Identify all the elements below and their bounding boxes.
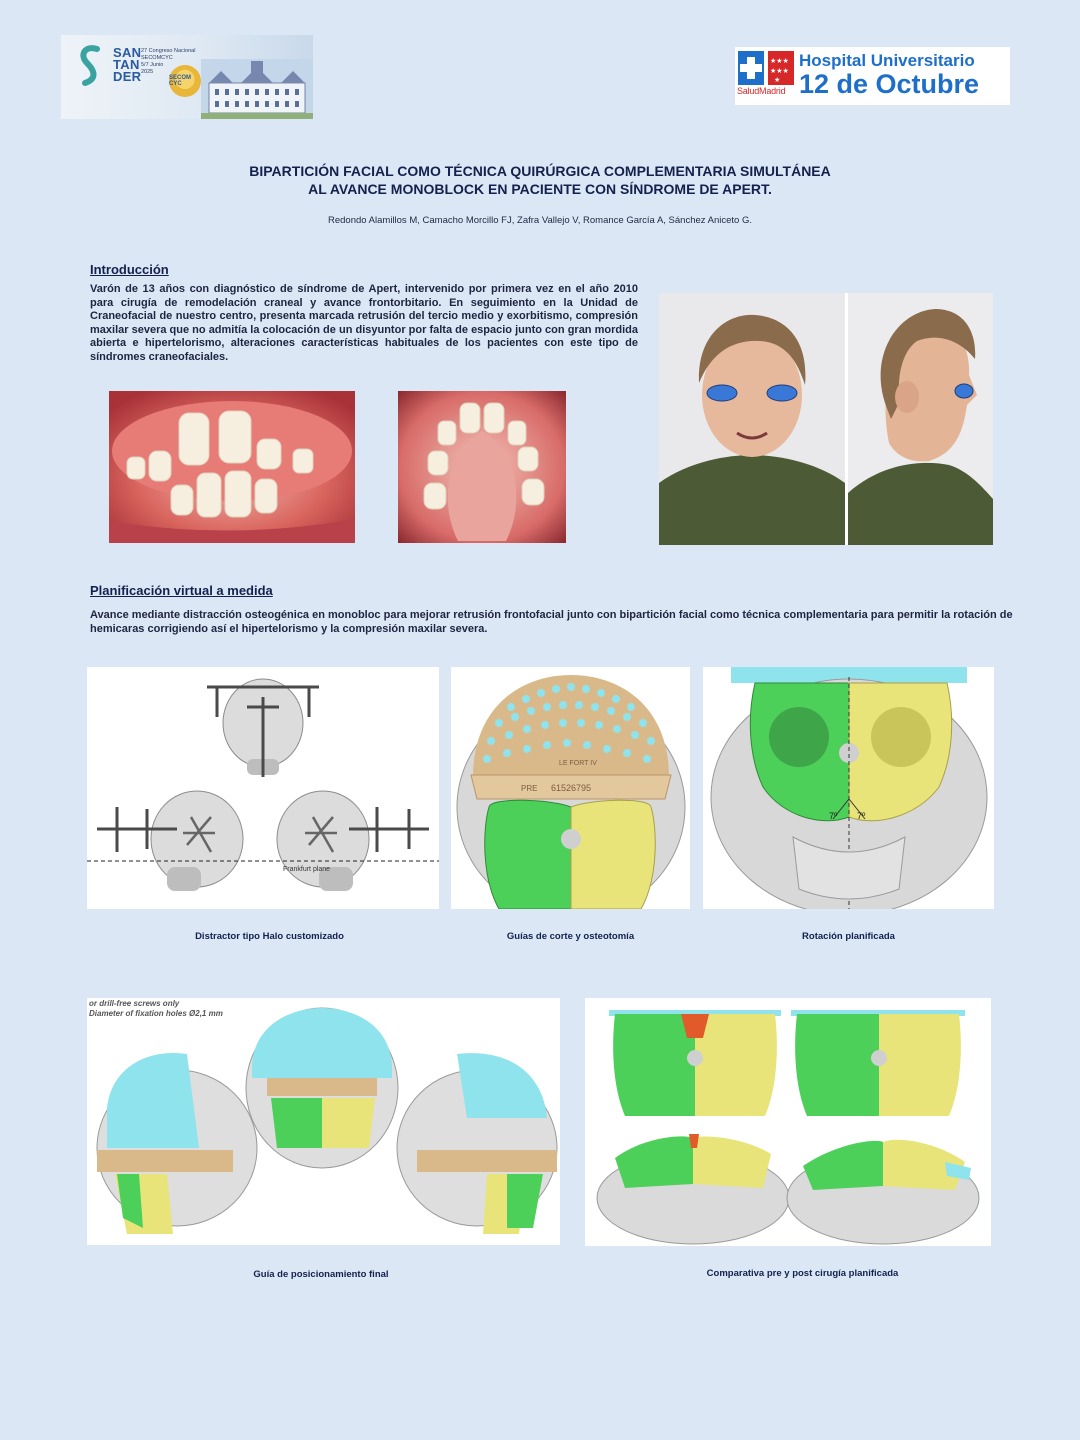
comparison-figure bbox=[585, 998, 991, 1246]
planning-text: Avance mediante distracción osteogénica en monobloc para mejorar retrusión frontofacial junto con bipartición facial como técnica complementaria para permitir la rotación de hemicaras corrigiendo así el hipertelorismo y la compresión maxilar severa. bbox=[90, 609, 1013, 635]
intro-text: Varón de 13 años con diagnóstico de síndrome de Apert, intervenido por primera vez en el año 2010 para cirugía de remodelación craneal y avance frontorbitario. En seguimiento en la Unidad de Craneofacial de nuestro centro, presenta marcada retrusión del tercio medio y exorbitismo, compresión maxilar severa que no admitía la colocación de un disyuntor por falta de espacio junto con gran mordida abierta e hipertelorismo, alteraciones características habituales de los pacientes con este tipo de síndromes craneofaciales. bbox=[90, 283, 638, 363]
congress-logo bbox=[61, 35, 313, 119]
angle-left-label: 7º bbox=[829, 811, 838, 821]
svg-text:★★★: ★★★ bbox=[770, 57, 789, 65]
title-line1: BIPARTICIÓN FACIAL COMO TÉCNICA QUIRÚRGICA COMPLEMENTARIA SIMULTÁNEA bbox=[249, 163, 831, 179]
caption-halo: Distractor tipo Halo customizado bbox=[195, 931, 344, 942]
hospital-logo bbox=[735, 47, 1010, 105]
halo-distractor-figure bbox=[87, 667, 439, 909]
svg-text:★★★: ★★★ bbox=[770, 67, 789, 75]
intraoral-palate-photo bbox=[398, 391, 566, 543]
intro-heading: Introducción bbox=[90, 262, 169, 277]
congress-s-icon bbox=[75, 43, 105, 89]
caption-guides: Guías de corte y osteotomía bbox=[506, 931, 635, 942]
caption-positioning: Guía de posicionamiento final bbox=[253, 1269, 389, 1280]
palace-illustration bbox=[201, 59, 313, 119]
poster-title bbox=[90, 162, 990, 198]
guide-text-pre: PRE bbox=[521, 784, 538, 793]
salud-madrid-icon bbox=[738, 51, 794, 87]
patient-photos bbox=[659, 293, 993, 545]
caption-rotation: Rotación planificada bbox=[802, 931, 895, 942]
guide-text-lefort: LE FORT IV bbox=[559, 760, 597, 767]
congress-city: SAN TAN DER bbox=[113, 45, 142, 84]
guide-code: 61526795 bbox=[551, 783, 592, 793]
screws-note-line1: or drill-free screws only bbox=[89, 999, 180, 1008]
frankfurt-label: Frankfurt plane bbox=[283, 866, 331, 873]
intraoral-front-photo bbox=[109, 391, 355, 543]
salud-madrid-label: SaludMadrid bbox=[737, 86, 786, 96]
hospital-name-line1: Hospital Universitario bbox=[799, 51, 975, 70]
title-line2: AL AVANCE MONOBLOCK EN PACIENTE CON SÍNDROME DE APERT. bbox=[308, 181, 772, 197]
screws-note-line2: Diameter of fixation holes Ø2,1 mm bbox=[89, 1009, 223, 1018]
planning-heading: Planificación virtual a medida bbox=[90, 583, 273, 598]
svg-text:★: ★ bbox=[774, 76, 781, 84]
cutting-guides-figure bbox=[451, 667, 690, 909]
caption-comparison: Comparativa pre y post cirugía planificada bbox=[706, 1268, 899, 1279]
authors: Redondo Alamillos M, Camacho Morcillo FJ, Zafra Vallejo V, Romance García A, Sánchez Aniceto G. bbox=[328, 215, 752, 226]
angle-right-label: 7º bbox=[857, 811, 866, 821]
planned-rotation-figure bbox=[703, 667, 994, 909]
congress-info: 27 Congreso Nacional SECOMCYC 5/7 Junio 2025 bbox=[141, 48, 196, 75]
secomcyc-badge: SECOM CYC bbox=[169, 65, 201, 97]
positioning-guide-figure bbox=[87, 998, 560, 1245]
hospital-name-line2: 12 de Octubre bbox=[799, 69, 980, 99]
